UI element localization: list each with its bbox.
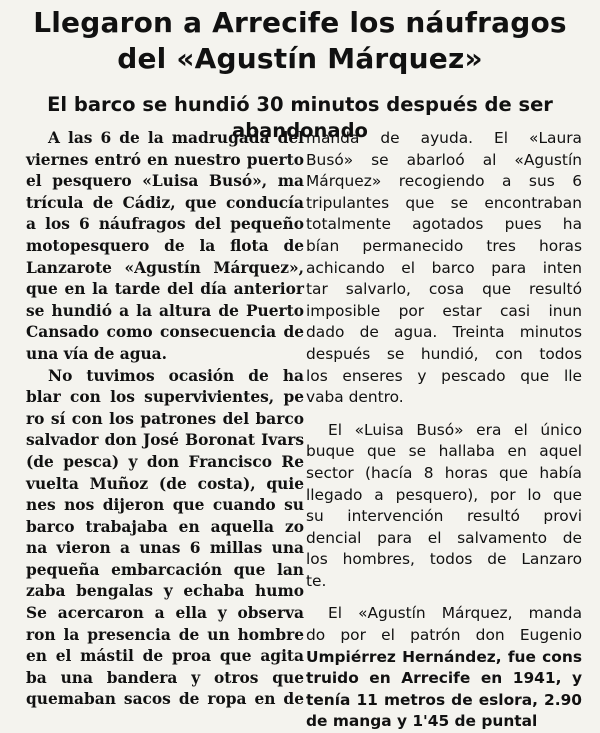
text-line: A las 6 de la madrugada del xyxy=(48,129,304,147)
text-line: que en la tarde del día anterior xyxy=(26,280,304,299)
text-line: el pesquero «Luisa Busó», ma xyxy=(26,172,304,191)
text-line: de manga y 1'45 de puntal xyxy=(306,712,538,731)
text-line: truido en Arrecife en 1941, y xyxy=(306,669,582,688)
text-line: llegado a pesquero), por lo que xyxy=(306,485,582,504)
text-line: los enseres y pescado que lle xyxy=(306,366,582,385)
text-line: ron la presencia de un hombre xyxy=(26,625,304,644)
text-line: tar salvarlo, cosa que resultó xyxy=(306,280,582,299)
text-line: tenía 11 metros de eslora, 2.90 xyxy=(306,690,582,709)
text-line: Márquez» recogiendo a sus 6 xyxy=(306,172,582,191)
text-line: dado de agua. Treinta minutos xyxy=(306,323,582,342)
text-line: buque que se hallaba en aquel xyxy=(306,442,582,461)
text-line: na vieron a unas 6 millas una xyxy=(26,539,304,558)
article-column-2 xyxy=(306,128,582,733)
text-line: blar con los supervivientes, pe xyxy=(26,388,304,407)
text-line: los hombres, todos de Lanzaro xyxy=(306,550,582,569)
text-line: sector (hacía 8 horas que había xyxy=(306,463,582,482)
text-line: imposible por estar casi inun xyxy=(306,301,582,320)
text-line: ba una bandera y otros que xyxy=(26,668,304,687)
text-line: zaba bengalas y echaba humo xyxy=(26,582,304,601)
text-line: El «Luisa Busó» era el único xyxy=(328,420,582,439)
text-line: nes nos dijeron que cuando su xyxy=(26,496,304,515)
text-line: ro sí con los patrones del barco xyxy=(26,409,304,428)
text-line: Cansado como consecuencia de xyxy=(26,323,304,342)
text-line: se hundió a la altura de Puerto xyxy=(26,301,304,320)
text-line: te. xyxy=(306,571,327,590)
text-line: una vía de agua. xyxy=(26,344,167,363)
text-line: tripulantes que se encontraban xyxy=(306,193,582,212)
text-line: trícula de Cádiz, que conducía xyxy=(26,193,304,212)
headline-line-1: Llegaron a Arrecife los náufragos xyxy=(33,6,567,39)
text-line: salvador don José Boronat Ivars xyxy=(26,431,304,450)
text-line: manda de ayuda. El «Laura xyxy=(306,129,582,147)
text-line: bían permanecido tres horas xyxy=(306,236,582,255)
text-line: El «Agustín Márquez, manda xyxy=(328,604,582,623)
text-line: No tuvimos ocasión de ha xyxy=(48,366,304,385)
text-line: vaba dentro. xyxy=(306,388,404,407)
text-line: su intervención resultó provi xyxy=(306,507,582,526)
text-line: vuelta Muñoz (de costa), quie xyxy=(26,474,304,493)
text-line: después se hundió, con todos xyxy=(306,344,582,363)
text-line: achicando el barco para inten xyxy=(306,258,582,277)
text-line: a los 6 náufragos del pequeño xyxy=(26,215,304,234)
text-line: pequeña embarcación que lan xyxy=(26,560,304,579)
text-line: (de pesca) y don Francisco Re xyxy=(26,452,304,471)
text-line: do por el patrón don Eugenio xyxy=(306,626,582,645)
article-column-1 xyxy=(26,128,304,711)
text-line: quemaban sacos de ropa en de xyxy=(26,690,304,709)
text-line: totalmente agotados pues ha xyxy=(306,215,582,234)
text-line: barco trabajaba en aquella zo xyxy=(26,517,304,536)
text-line: Umpiérrez Hernández, fue cons xyxy=(306,647,582,666)
subheadline: El barco se hundió 30 minutos después de ser abandonado xyxy=(47,93,553,142)
text-line: en el mástil de proa que agita xyxy=(26,647,304,666)
text-line: Se acercaron a ella y observa xyxy=(26,604,304,623)
text-line: viernes entró en nuestro puerto xyxy=(26,150,304,169)
text-line: Lanzarote «Agustín Márquez», xyxy=(26,258,304,277)
text-line: dencial para el salvamento de xyxy=(306,528,582,547)
text-line: motopesquero de la flota de xyxy=(26,236,304,255)
text-line: Busó» se abarloó al «Agustín xyxy=(306,150,582,169)
headline-line-2: del «Agustín Márquez» xyxy=(117,42,483,75)
